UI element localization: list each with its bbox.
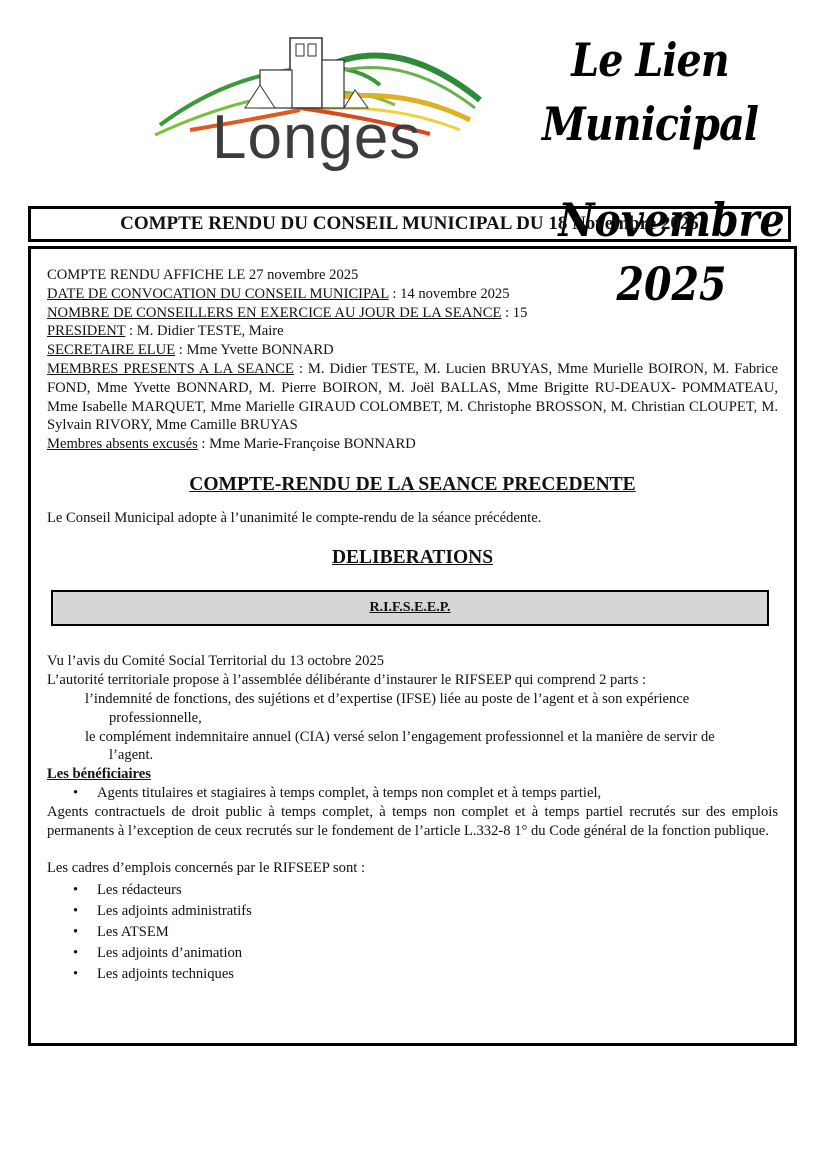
part-ifse-line1: l’indemnité de fonctions, des sujétions et d’expertise (IFSE) liée au poste de l’agent et à son expérience — [85, 690, 690, 707]
beneficiaires-heading: Les bénéficiaires — [47, 766, 151, 783]
list-item: • Les rédacteurs — [47, 880, 778, 901]
document-title-box — [28, 206, 791, 242]
president-value: : M. Didier TESTE, Maire — [125, 323, 284, 340]
main-content — [47, 266, 778, 985]
avis-cst: Vu l’avis du Comité Social Territorial du 13 octobre 2025 — [47, 653, 385, 670]
part-ifse — [47, 690, 778, 728]
list-item: • Les adjoints techniques — [47, 964, 778, 985]
secretaire-line — [47, 341, 778, 360]
proposition-text: L’autorité territoriale propose à l’assemblée délibérante d’instaurer le RIFSEEP qui comprend 2 parts : — [47, 672, 647, 689]
conseillers-line — [47, 304, 778, 323]
list-item: • Agents titulaires et stagiaires à temps complet, à temps non complet et à temps partiel, — [47, 784, 778, 803]
newsletter-issue-date: Novembre 2025 — [558, 193, 785, 311]
president-label: PRESIDENT — [47, 323, 126, 340]
part-cia-line1: le complément indemnitaire annuel (CIA) versé selon l’engagement professionnel et la manière de servir de — [85, 728, 715, 745]
part-cia-line2: l’agent. — [109, 747, 154, 764]
cadres-intro: Les cadres d’emplois concernés par le RIFSEEP sont : — [47, 860, 366, 877]
membres-label: MEMBRES PRESENTS A LA SEANCE — [47, 360, 294, 377]
convocation-label: DATE DE CONVOCATION DU CONSEIL MUNICIPAL — [47, 285, 389, 302]
list-item: • Les adjoints administratifs — [47, 901, 778, 922]
absents-label: Membres absents excusés — [47, 436, 198, 453]
contractuels-paragraph: Agents contractuels de droit public à temps complet, à temps non complet et à temps partiel recrutés sur des emplois permanents à l’exception de ceux recrutés sur le fondement de l’article L.332-8 1° du Code général de la fonction publique. — [47, 803, 778, 839]
town-logo — [150, 30, 490, 180]
secretaire-value: : Mme Yvette BONNARD — [175, 342, 334, 359]
list-item: • Les ATSEM — [47, 922, 778, 943]
seance-precedente-heading: COMPTE-RENDU DE LA SEANCE PRECEDENTE — [189, 473, 636, 495]
membres-value: : M. Didier TESTE, M. Lucien BRUYAS, Mme Murielle BOIRON, M. Fabrice FOND, Mme Yvette BONNARD, M. Pierre BOIRON, M. Joël BALLAS, Mme Brigitte RU-DEAUX- POMMATEAU, Mme Isabelle MARQUET, Mme Marielle GIRAUD COLOMBET, M. Christophe BROSSON, M. Christian CLOUPET, M. Sylvain RIVORY, Mme Camille BRUYAS — [47, 360, 778, 434]
membres-presents-paragraph — [47, 360, 778, 435]
deliberations-heading: DELIBERATIONS — [331, 546, 494, 568]
beneficiaires-list — [47, 784, 778, 803]
rifseep-section-title: R.I.F.S.E.E.P. — [369, 599, 451, 615]
conseillers-value: : 15 — [501, 304, 528, 321]
part-ifse-line2: professionnelle, — [109, 709, 202, 726]
newsletter-title: Le Lien Municipal — [541, 33, 759, 151]
secretaire-label: SECRETAIRE ELUE — [47, 342, 176, 359]
part-cia — [47, 728, 778, 766]
convocation-value: : 14 novembre 2025 — [388, 285, 510, 302]
conseillers-label: NOMBRE DE CONSEILLERS EN EXERCICE AU JOUR DE LA SEANCE — [47, 304, 502, 321]
list-item: • Les adjoints d’animation — [47, 943, 778, 964]
document-title: COMPTE RENDU DU CONSEIL MUNICIPAL DU 18 Novembre 2025 — [120, 213, 699, 234]
logo-town-name: Longes — [212, 103, 422, 172]
convocation-line — [47, 285, 778, 304]
affichage-date: COMPTE RENDU AFFICHE LE 27 novembre 2025 — [47, 267, 359, 283]
absents-value: : Mme Marie-Françoise BONNARD — [197, 436, 416, 453]
president-line — [47, 322, 778, 341]
absents-line — [47, 435, 778, 454]
rifseep-section-box — [51, 590, 769, 626]
cadres-list — [47, 880, 778, 985]
seance-precedente-text: Le Conseil Municipal adopte à l’unanimité le compte-rendu de la séance précédente. — [47, 509, 542, 526]
